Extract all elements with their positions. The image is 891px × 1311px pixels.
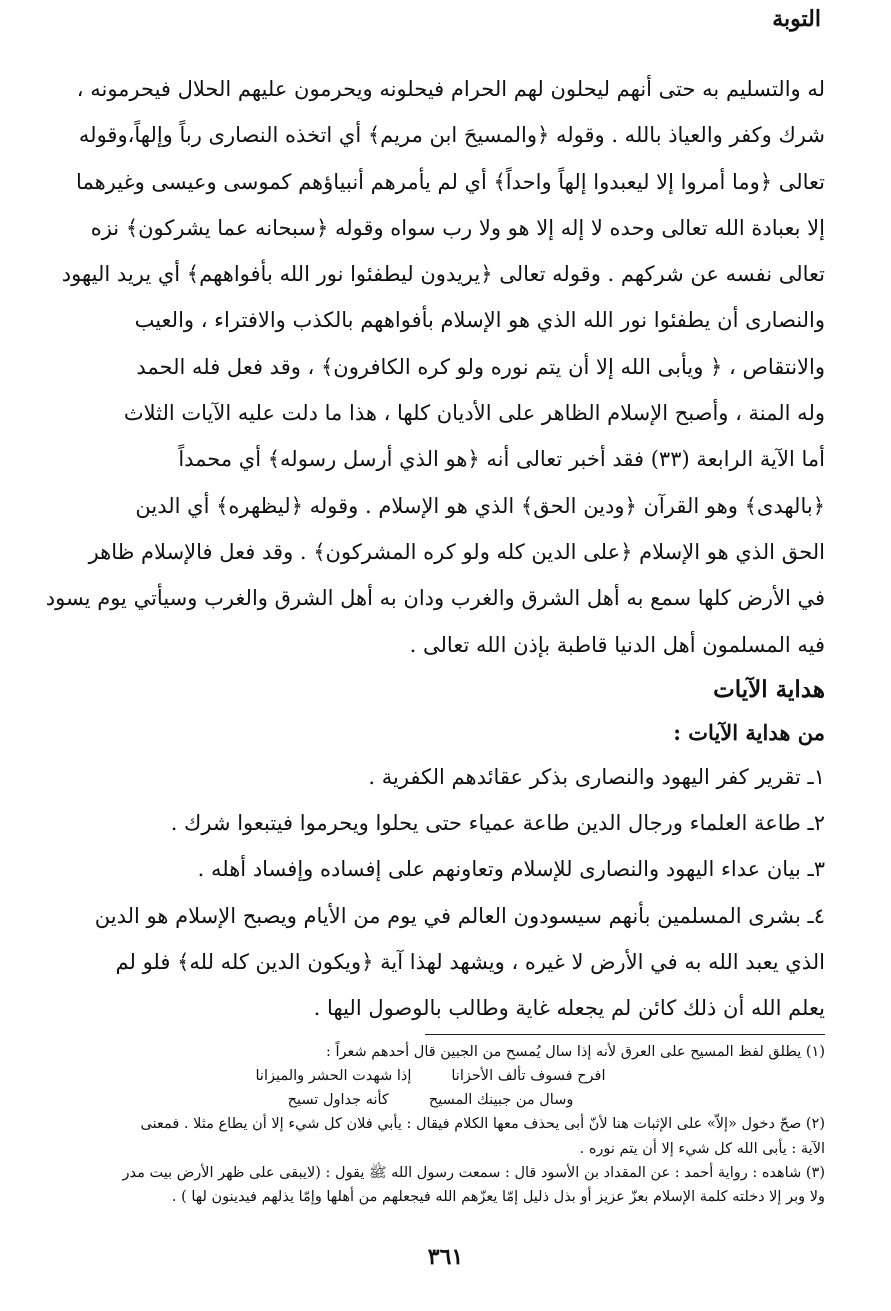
page-header-title: التوبة: [772, 6, 821, 32]
guidance-item: ١ـ تقرير كفر اليهود والنصارى بذكر عقائدهم الكفرية .: [368, 764, 825, 789]
verse-hemistich: وسال من جبينك المسيح: [428, 1092, 574, 1109]
footnote-2: (٢) صحّ دخول «إلاّ» على الإثبات هنا لأنّ أبى يحذف معها الكلام فيقال : يأبي فلان كل شيء إلا أن يطاع مثلا . فمعنى: [140, 1116, 825, 1133]
main-text: [36, 66, 825, 1032]
guidance-item: يعلم الله أن ذلك كائن لم يجعله غاية وطالب بالوصول اليها .: [313, 996, 825, 1021]
text-line: شرك وكفر والعياذ بالله . وقوله ﴿والمسيحَ ابن مريم﴾ أي اتخذه النصارى رباً وإلهاً،وقوله: [78, 123, 825, 148]
text-line: وله المنة ، وأصبح الإسلام الظاهر على الأديان كلها ، هذا ما دلت عليه الآيات الثلاث: [123, 401, 825, 426]
footnote-1-verse-1: [36, 1064, 825, 1088]
page-number: ٣٦١: [427, 1244, 464, 1270]
guidance-item: ٤ـ بشرى المسلمين بأنهم سيسودون العالم في يوم من الأيام ويصبح الإسلام هو الدين: [94, 903, 825, 928]
section-subtitle: من هداية الآيات :: [673, 719, 825, 745]
verse-hemistich: افرح فسوف تألف الأحزانا: [451, 1068, 606, 1085]
verse-hemistich: كأنه جداول تسيح: [287, 1092, 389, 1109]
footnote-2-cont: الآية : يأبى الله كل شيء إلا أن يتم نوره .: [579, 1140, 825, 1157]
text-line: ﴿بالهدى﴾ وهو القرآن ﴿ودين الحق﴾ الذي هو الإسلام . وقوله ﴿ليظهره﴾ أي الدين: [135, 493, 825, 518]
text-line: الحق الذي هو الإسلام ﴿على الدين كله ولو كره المشركون﴾ . وقد فعل فالإسلام ظاهر: [88, 539, 825, 564]
text-line: له والتسليم به حتى أنهم ليحلون لهم الحرام فيحلونه ويحرمون عليهم الحلال فيحرمونه ،: [76, 77, 825, 101]
footnote-3: (٣) شاهده : رواية أحمد : عن المقداد بن الأسود قال : سمعت رسول الله ﷺ يقول : (لايبقى على ظهر الأرض بيت مدر: [122, 1164, 825, 1181]
guidance-item: ٢ـ طاعة العلماء ورجال الدين طاعة عمياء حتى يحلوا ويحرموا فيتبعوا شرك .: [170, 811, 825, 836]
text-line: في الأرض كلها سمع به أهل الشرق والغرب ودان به أهل الشرق والغرب وسيأتي يوم يسود: [45, 586, 825, 611]
text-line: فيه المسلمون أهل الدنيا قاطبة بإذن الله تعالى .: [409, 632, 825, 657]
text-line: أما الآية الرابعة (٣٣) فقد أخبر تعالى أنه ﴿هو الذي أرسل رسوله﴾ أي محمداً: [178, 447, 825, 472]
footnote-1-verse-2: [36, 1088, 825, 1112]
text-line: إلا بعبادة الله تعالى وحده لا إله إلا هو ولا رب سواه وقوله ﴿سبحانه عما يشركون﴾ نزه: [90, 215, 825, 240]
text-line: تعالى نفسه عن شركهم . وقوله تعالى ﴿يريدون ليطفئوا نور الله بأفواههم﴾ أي يريد اليهود: [61, 262, 825, 287]
footnotes: [36, 1040, 825, 1209]
footnote-3-cont: ولا وبر إلا دخلته كلمة الإسلام بعزّ عزيز أو بذل ذليل إمّا يعزّهم الله فيجعلهم من أهلها وإمّا يذلهم فيدينون لها ) .: [171, 1189, 825, 1206]
footnote-1: (١) يطلق لفظ المسيح على العرق لأنه إذا سال يُمسح من الجبين قال أحدهم شعراً :: [326, 1044, 825, 1060]
verse-hemistich: إذا شهدت الحشر والميزانا: [255, 1068, 412, 1085]
guidance-item: الذي يعبد الله به في الأرض لا غيره ، ويشهد لهذا آية ﴿ويكون الدين كله لله﴾ فلو لم: [115, 950, 825, 975]
text-line: والانتقاص ، ﴿ ويأبى الله إلا أن يتم نوره ولو كره الكافرون﴾ ، وقد فعل فله الحمد: [136, 354, 825, 379]
text-line: والنصارى أن يطفئوا نور الله الذي هو الإسلام بأفواههم بالكذب والافتراء ، والعيب: [134, 308, 825, 333]
section-title: هداية الآيات: [713, 675, 825, 703]
guidance-item: ٣ـ بيان عداء اليهود والنصارى للإسلام وتعاونهم على إفساده وإفساد أهله .: [197, 857, 825, 882]
footnote-divider: [425, 1034, 825, 1035]
text-line: تعالى ﴿وما أمروا إلا ليعبدوا إلهاً واحداً﴾ أي لم يأمرهم أنبياؤهم كموسى وعيسى وغيرهما: [76, 169, 825, 194]
